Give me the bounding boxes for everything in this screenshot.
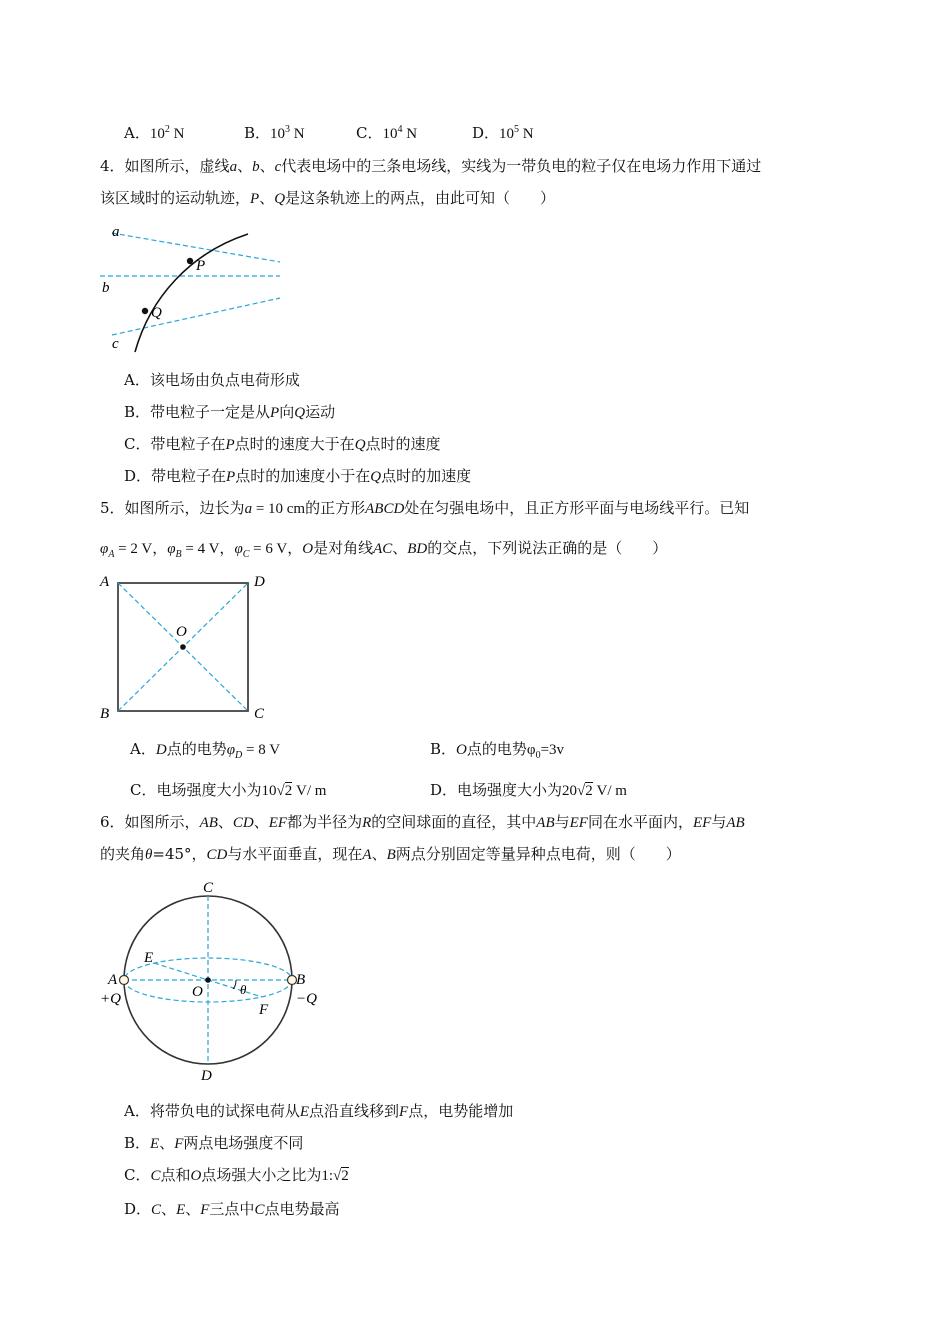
center-o-dot [180,644,186,650]
label-o: O [192,984,203,1000]
point-p-dot [187,258,193,264]
label-theta: θ [240,982,247,997]
q5-option-b: B．O点的电势$\varphi_0=3v$ [430,740,565,761]
q4-option-b: B．带电粒子一定是从P向Q运动 [124,403,336,421]
q4-option-d: D．带电粒子在P点时的加速度小于在Q点时的加速度 [124,467,472,485]
label-f: F [259,1002,269,1018]
label-d: D [201,1068,212,1084]
q6-stem-line1: 6．如图所示，AB、CD、EF都为半径为R的空间球面的直径，其中AB与EF同在水平面内，EF与AB [100,813,745,831]
label-c: C [203,880,214,896]
label-d: D [254,574,265,590]
q3-option-c: C．$10^4$ N [356,124,418,142]
q4-field-line-figure [100,218,290,358]
label-o: O [176,624,187,640]
q4-option-c: C．带电粒子在P点时的速度大于在Q点时的速度 [124,435,441,453]
label-e: E [144,950,154,966]
field-line-c [112,298,280,335]
q6-option-a: A．将带负电的试探电荷从E点沿直线移到F点，电势能增加 [124,1102,514,1120]
label-b: B [296,972,306,988]
center-o-dot [205,977,211,983]
label-plus-q: +Q [100,991,121,1007]
q5-square-figure [98,570,278,725]
q3-option-a: A．$10^2$ N [124,124,185,142]
label-b: b [102,280,110,296]
q6-option-d: D．C、E、F三点中C点电势最高 [124,1200,340,1218]
q5-stem-line2: $\varphi_A = 2$ V，$\varphi_B = 4$ V，$\varphi_C = 6$ V，O是对角线AC、BD的交点，下列说法正确的是（ ） [100,539,668,560]
label-c: C [254,706,265,722]
label-b: B [100,706,110,722]
q3-option-b: B．$10^3$ N [244,124,305,142]
label-p: P [196,258,206,274]
q4-stem-line2: 该区域时的运动轨迹，P、Q是这条轨迹上的两点，由此可知（ ） [100,189,556,207]
charge-a-dot [120,976,129,985]
q5-option-c: C．电场强度大小为10√2 V/ m [130,781,327,799]
label-a: a [112,224,120,240]
q6-stem-line2: 的夹角θ=45°，CD与水平面垂直，现在A、B两点分别固定等量异种点电荷，则（ ） [100,845,681,863]
label-a: A [100,574,110,590]
label-minus-q: −Q [296,991,317,1007]
q4-stem-line1: 4．如图所示，虚线a、b、c代表电场中的三条电场线，实线为一带负电的粒子仅在电场力作用下通过 [100,157,762,175]
q4-option-a: A．该电场由负点电荷形成 [124,371,300,389]
label-a: A [108,972,118,988]
q6-sphere-figure [96,876,332,1086]
q6-option-c: C．C点和O点场强大小之比为1:√2 [124,1166,349,1184]
particle-trajectory [135,234,248,352]
q5-option-d: D．电场强度大小为20√2 V/ m [430,781,627,799]
point-q-dot [142,308,148,314]
q3-option-d: D．$10^5$ N [472,124,534,142]
q5-stem-line1: 5．如图所示，边长为a = 10 cm的正方形ABCD处在匀强电场中，且正方形平面与电场线平行。已知 [100,499,750,517]
q5-option-a: A．D点的电势$\varphi_D = 8$ V [130,740,281,761]
label-c: c [112,336,119,352]
q6-option-b: B．E、F两点电场强度不同 [124,1134,304,1152]
label-q: Q [151,305,162,321]
